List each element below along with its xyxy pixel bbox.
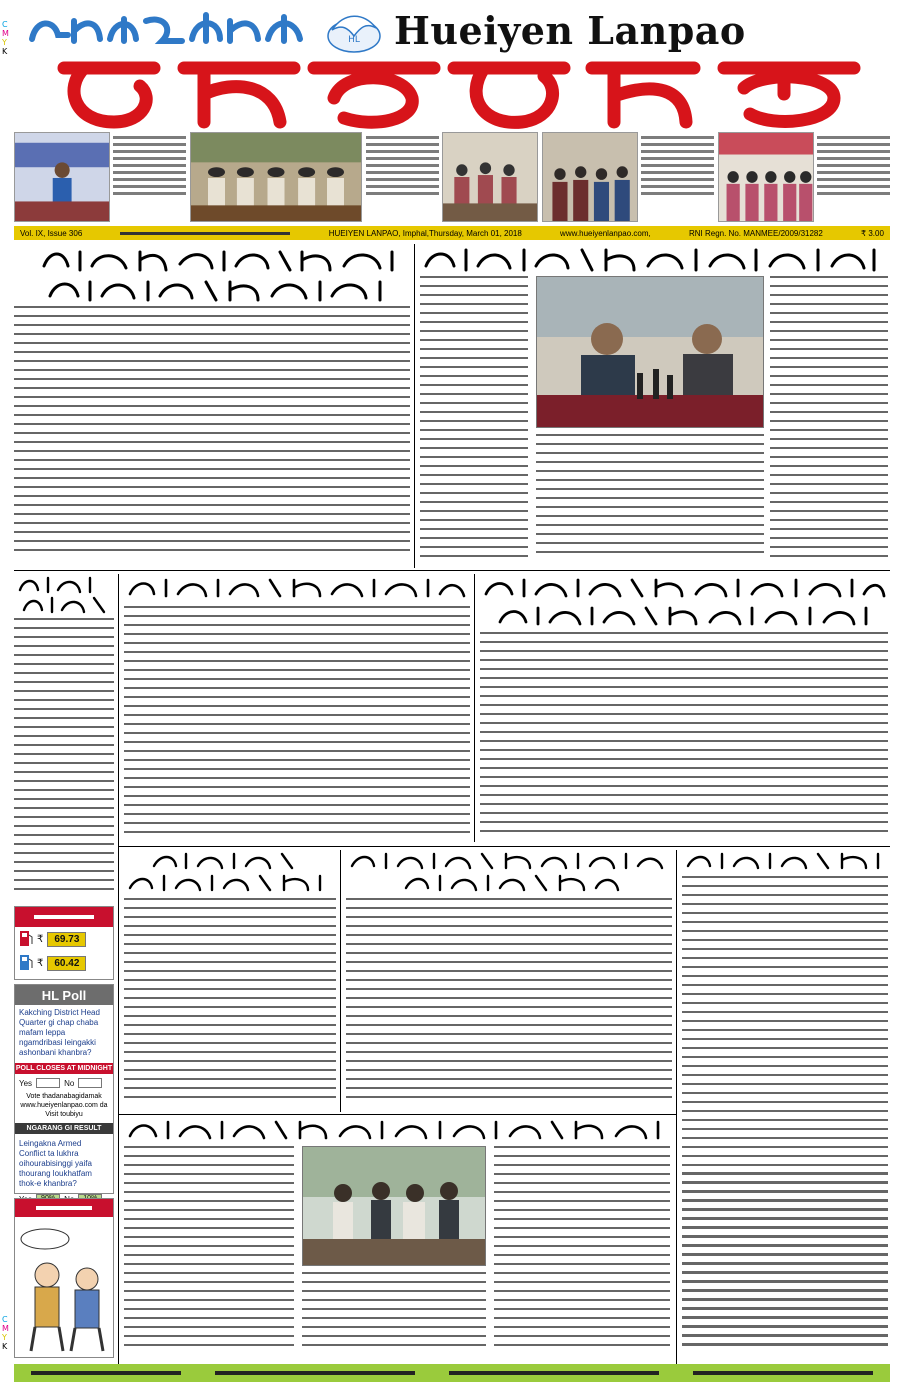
svg-text:HL: HL [348,35,360,45]
strip-photo-meeting [442,132,538,222]
fuel-price-row: ₹ 69.73 [15,927,113,951]
fuel-pump-icon [19,929,33,950]
issue-price: ₹ 3.00 [861,228,884,238]
article-9-body-under-photo [302,1272,486,1360]
article-9-body-right [494,1146,670,1360]
rni-number: RNI Regn. No. MANMEE/2009/31282 [688,228,823,238]
fuel-price-box [14,906,114,980]
article-5-body [480,632,888,842]
strip-item [190,132,362,224]
headline-article-9 [124,1118,672,1142]
headline-article-5 [480,574,890,630]
issue-meitei-date [120,232,290,235]
cartoon-illustration [15,1217,113,1361]
strip-item [542,132,714,224]
headline-article-7 [346,850,670,894]
poll-no-checkbox[interactable] [78,1078,102,1088]
headline-article-8 [682,850,890,872]
article-9-body-left [124,1146,294,1360]
strip-photo-stage [190,132,362,222]
article-2-body-under-photo [536,434,764,564]
poll-vote-instructions[interactable]: Vote thadanabagidamak www.hueiyenlanpao.com da Visit toubiyu [20,1093,108,1118]
masthead-blue-script-title [24,10,324,50]
issue-volume: Vol. IX, Issue 306 [20,228,83,238]
cmyk-register-mark-bottom: C M Y K [2,1315,9,1351]
masthead-red-script-title [44,58,874,132]
strip-photo-speaker [14,132,110,222]
article-6-body [124,898,336,1110]
fuel-price-heading [15,907,113,927]
diesel-price: 60.42 [47,956,86,971]
article-3-body [14,618,114,902]
article-1-body [14,306,410,558]
headline-article-4 [124,574,470,602]
headline-article-3 [14,574,114,616]
poll-result-band: NGARANG GI RESULT [15,1123,113,1134]
masthead [14,0,890,132]
website-link[interactable]: www.hueiyenlanpao.com, [560,228,651,238]
poll-title: HL Poll [15,985,113,1005]
petrol-price: 69.73 [47,932,86,947]
strip-photo-gathering [542,132,638,222]
poll-yes-checkbox[interactable] [36,1078,60,1088]
article-9-photo [302,1146,486,1266]
strip-photo-audience [718,132,814,222]
headline-article-1 [40,244,410,304]
article-2-body-right [770,276,888,566]
article-8-body [682,876,888,1360]
masthead-english-title: Hueiyen Lanpao [394,8,746,53]
poll-closing-band: POLL CLOSES AT MIDNIGHT [15,1065,113,1072]
poll-question: Kakching District Head Quarter gi chap chaba mafam leppa ngamdribasi leingakki ashonbani khanbra? [19,1008,100,1057]
top-photo-strip [14,132,890,224]
headline-article-6 [124,850,334,894]
issue-dateline: HUEIYEN LANPAO, Imphal,Thursday, March 01, 2018 [328,228,522,238]
article-2-body-left [420,276,528,566]
cartoon-box [14,1198,114,1358]
poll-result-question: Leingakna Armed Conflict ta lukhra oihourabisinggi yaifa thourang loukhatfam thok-e khanbra? [19,1139,92,1188]
cartoon-heading [15,1199,113,1217]
hl-poll-box [14,984,114,1194]
fuel-price-row: ₹ 60.42 [15,951,113,975]
headline-article-2 [420,244,880,274]
cmyk-register-mark-top: C M Y K [2,20,9,56]
strip-item [718,132,890,224]
strip-item [14,132,186,224]
footer-contact-bar [14,1364,890,1382]
dove-logo-icon [314,6,394,58]
article-4-body [124,606,470,842]
fuel-pump-icon [19,953,33,974]
article-2-photo [536,276,764,428]
article-7-body [346,898,672,1110]
issue-info-bar [14,226,890,240]
poll-options: Yes No [15,1076,113,1090]
strip-item [366,132,538,224]
